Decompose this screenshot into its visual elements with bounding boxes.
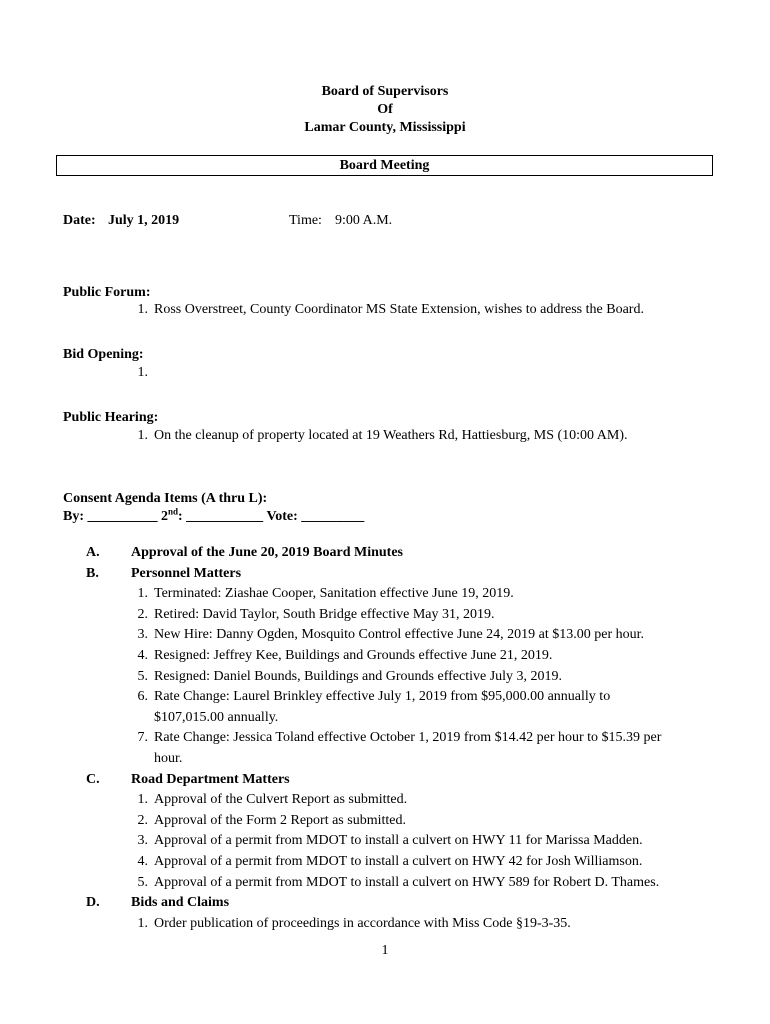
agenda-item-text: Approval of the Form 2 Report as submitted. [154,812,406,828]
agenda-item-number: 1. [137,792,148,808]
agenda-item-number: 6. [137,689,148,705]
agenda-item-number: 5. [137,668,148,684]
section-title: Personnel Matters [131,565,242,581]
bid-opening-heading: Bid Opening: [63,347,144,362]
agenda-item-text: Approval of a permit from MDOT to install a culvert on HWY 589 for Robert D. Thames. [154,874,660,890]
consent-second-rest: : ___________ [178,509,264,524]
agenda-item-number: 2. [137,606,148,622]
section-letter: C. [86,771,100,787]
agenda-item-number: 1. [137,586,148,602]
consent-second-sup: nd [168,506,179,517]
agenda-item-text: $107,015.00 annually. [154,709,279,725]
section-title: Approval of the June 20, 2019 Board Minutes [131,545,403,560]
agenda-item-text: Order publication of proceedings in accordance with Miss Code §19-3-35. [154,915,571,931]
public-hearing-item-text: On the cleanup of property located at 19 Weathers Rd, Hattiesburg, MS (10:00 AM). [154,428,628,443]
agenda-item-number: 2. [137,812,148,828]
header-line-1: Board of Supervisors [321,84,449,99]
public-hearing-heading: Public Hearing: [63,410,159,425]
consent-second-num: 2 [161,509,168,524]
section-letter: A. [86,545,100,560]
meeting-title-box: Board Meeting [56,155,713,176]
agenda-item-text: Terminated: Ziashae Cooper, Sanitation effective June 19, 2019. [154,586,514,602]
agenda-item-text: New Hire: Danny Ogden, Mosquito Control effective June 24, 2019 at $13.00 per hour. [154,627,645,643]
section-title: Bids and Claims [131,895,230,911]
agenda-item-text: Rate Change: Laurel Brinkley effective July 1, 2019 from $95,000.00 annually to [154,689,611,705]
consent-vote-label: Vote: _________ [266,509,365,524]
agenda-item-text: Resigned: Jeffrey Kee, Buildings and Grounds effective June 21, 2019. [154,648,553,663]
public-hearing-item-num: 1. [137,428,148,443]
time-value: 9:00 A.M. [335,213,393,228]
public-forum-heading: Public Forum: [63,285,151,300]
section-letter: B. [86,565,99,581]
public-forum-item-num: 1. [137,302,148,317]
agenda-item-number: 7. [137,730,148,746]
agenda-item-text: Retired: David Taylor, South Bridge effective May 31, 2019. [154,606,495,622]
page-number: 1 [381,943,389,958]
section-letter: D. [86,895,100,911]
agenda-item-text: Approval of the Culvert Report as submitted. [154,792,408,808]
agenda-item-number: 3. [137,627,148,643]
agenda-item-text: Resigned: Daniel Bounds, Buildings and Grounds effective July 3, 2019. [154,668,563,684]
agenda-item-number: 4. [137,854,148,869]
agenda-item-text: hour. [154,751,183,766]
agenda-item-number: 4. [137,648,148,663]
consent-vote-line [63,508,364,526]
public-forum-item-text: Ross Overstreet, County Coordinator MS State Extension, wishes to address the Board. [154,302,644,317]
date-value: July 1, 2019 [108,213,180,228]
agenda-item-text: Approval of a permit from MDOT to install a culvert on HWY 42 for Josh Williamson. [154,854,643,869]
header-line-3: Lamar County, Mississippi [304,120,466,135]
consent-agenda-heading: Consent Agenda Items (A thru L): [63,491,268,506]
agenda-item-number: 5. [137,874,148,890]
agenda-item-text: Approval of a permit from MDOT to install a culvert on HWY 11 for Marissa Madden. [154,833,643,849]
consent-second-label [161,506,264,524]
time-label: Time: [289,213,322,228]
header-line-2: Of [377,102,393,117]
section-title: Road Department Matters [131,771,290,787]
agenda-item-number: 3. [137,833,148,849]
agenda-item-text: Rate Change: Jessica Toland effective October 1, 2019 from $14.42 per hour to $15.39 per [154,730,662,746]
bid-opening-item-num: 1. [137,365,148,380]
date-label: Date: [63,213,96,228]
agenda-item-number: 1. [137,915,148,931]
consent-by-label: By: __________ [63,509,158,524]
